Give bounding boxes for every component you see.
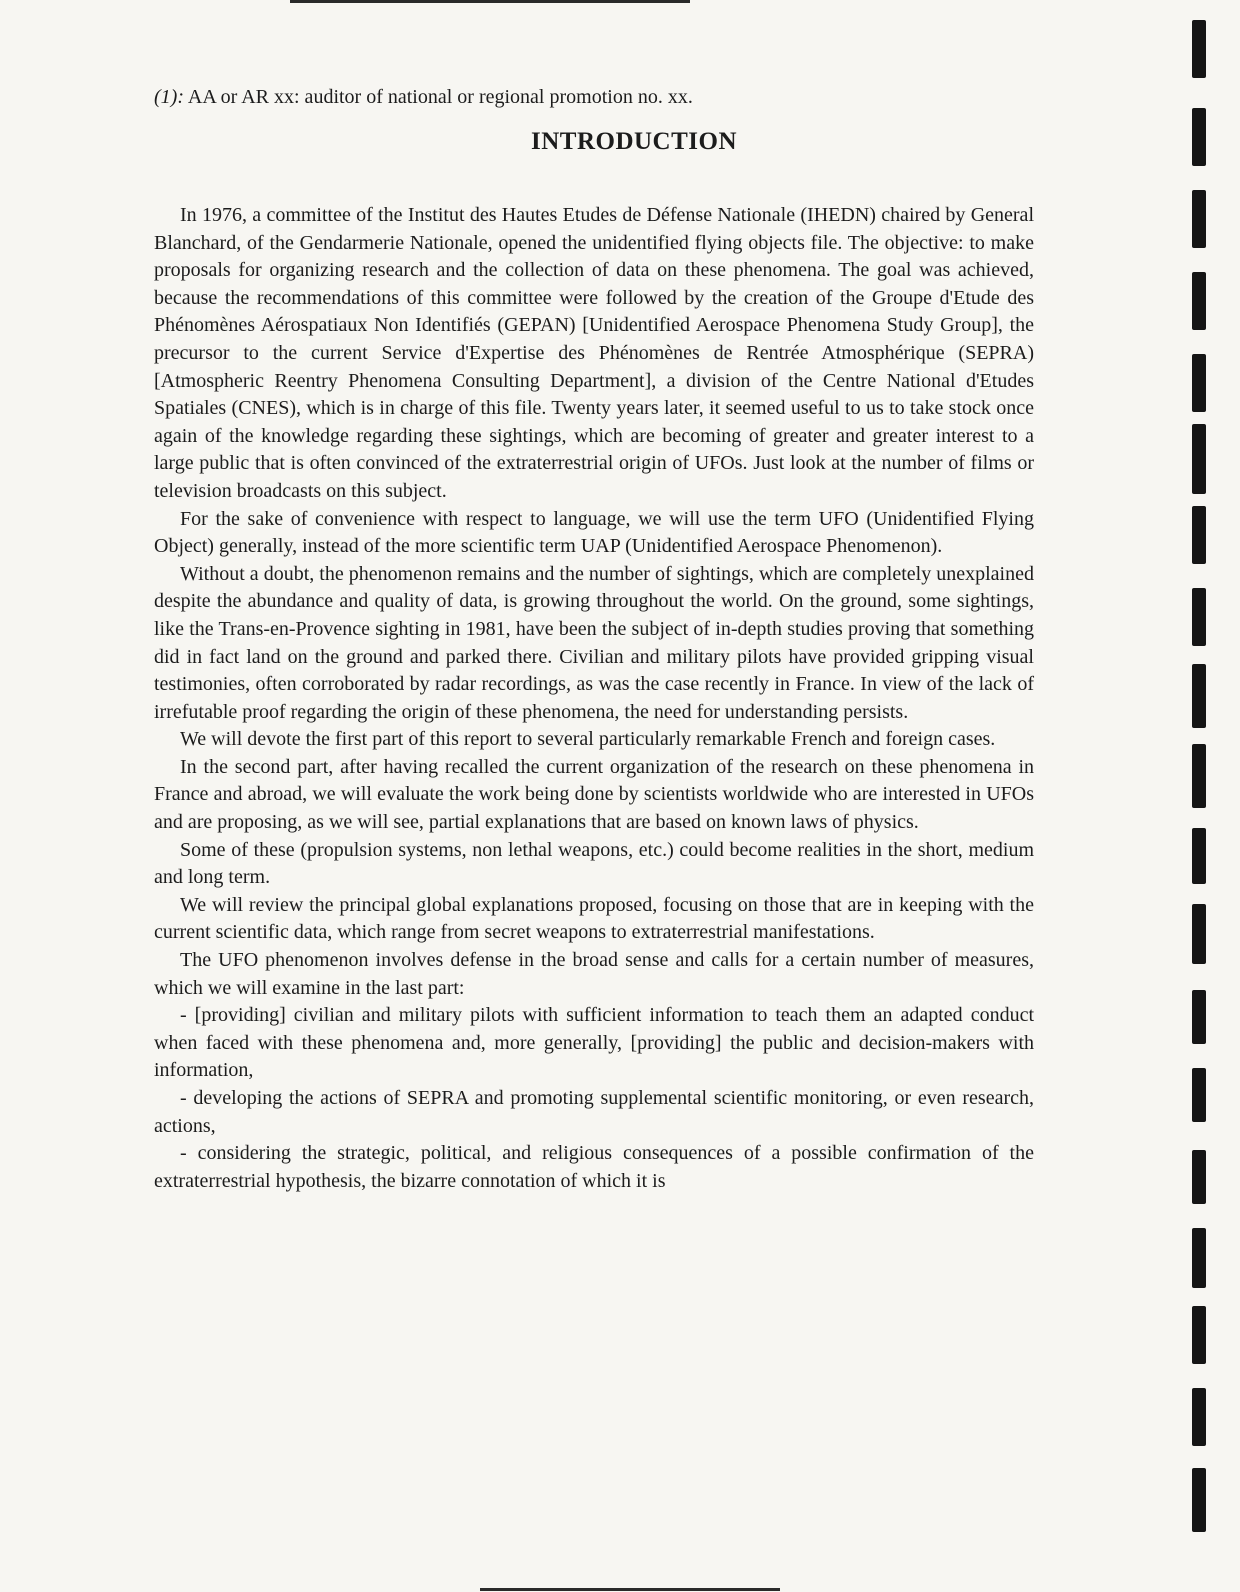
paragraph: Without a doubt, the phenomenon remains and the number of sightings, which are completely unexplained despite the abundance and quality of data, is growing throughout the world. On the ground, some sightings, like the Trans-en-Provence sighting in 1981, have been the subject of in-depth studies proving that something did in fact land on the ground and parked there. Civilian and military pilots have provided gripping visual testimonies, often corroborated by radar recordings, as was the case recently in France. In view of the lack of irrefutable proof regarding the origin of these phenomena, the need for understanding persists. — [154, 562, 1034, 723]
paragraph: Some of these (propulsion systems, non lethal weapons, etc.) could become realities in the short, medium and long term. — [154, 838, 1034, 889]
bottom-edge-rule — [480, 1588, 780, 1591]
binding-hole — [1192, 588, 1206, 646]
paragraph: In the second part, after having recalled the current organization of the research on these phenomena in France and abroad, we will evaluate the work being done by scientists worldwide who are interested in UFOs and are proposing, as we will see, partial explanations that are based on known laws of physics. — [154, 755, 1034, 834]
binding-hole — [1192, 1306, 1206, 1364]
binding-hole — [1192, 1468, 1206, 1532]
document-page — [154, 84, 1034, 1195]
binding-hole — [1192, 1068, 1206, 1122]
binding-hole — [1192, 904, 1206, 964]
binding-hole — [1192, 272, 1206, 330]
binding-hole — [1192, 828, 1206, 884]
binding-hole — [1192, 506, 1206, 564]
section-heading: INTRODUCTION — [530, 128, 738, 155]
binding-hole — [1192, 744, 1206, 808]
binding-hole — [1192, 20, 1206, 78]
paragraph: In 1976, a committee of the Institut des Hautes Etudes de Défense Nationale (IHEDN) chaired by General Blanchard, of the Gendarmerie Nationale, opened the unidentified flying objects file. The objective: to make proposals for organizing research and the collection of data on these phenomena. The goal was achieved, because the recommendations of this committee were followed by the creation of the Groupe d'Etude des Phénomènes Aérospatiaux Non Identifiés (GEPAN) [Unidentified Aerospace Phenomena Study Group], the precursor to the current Service d'Expertise des Phénomènes de Rentrée Atmosphérique (SEPRA) [Atmospheric Reentry Phenomena Consulting Department], a division of the Centre National d'Etudes Spatiales (CNES), which is in charge of this file. Twenty years later, it seemed useful to us to take stock once again of the knowledge regarding these sightings, which are becoming of greater and greater interest to a large public that is often convinced of the extraterrestrial origin of UFOs. Just look at the number of films or television broadcasts on this subject. — [154, 204, 1034, 502]
binding-hole — [1192, 990, 1206, 1044]
binding-holes — [1190, 0, 1226, 1592]
list-item: - [providing] civilian and military pilots with sufficient information to teach them an adapted conduct when faced with these phenomena and, more generally, [providing] the public and decision-makers with information, — [154, 1004, 1034, 1082]
paragraph: For the sake of convenience with respect to language, we will use the term UFO (Unidentified Flying Object) generally, instead of the more scientific term UAP (Unidentified Aerospace Phenomenon). — [154, 507, 1034, 558]
list-item: - considering the strategic, political, and religious consequences of a possible confirmation of the extraterrestrial hypothesis, the bizarre connotation of which it is — [154, 1142, 1034, 1192]
binding-hole — [1192, 108, 1206, 166]
binding-hole — [1192, 190, 1206, 248]
binding-hole — [1192, 664, 1206, 728]
paragraph: The UFO phenomenon involves defense in the broad sense and calls for a certain number of measures, which we will examine in the last part: — [154, 949, 1034, 999]
binding-hole — [1192, 1150, 1206, 1204]
binding-hole — [1192, 1228, 1206, 1288]
list-item: - developing the actions of SEPRA and promoting supplemental scientific monitoring, or even research, actions, — [154, 1087, 1034, 1137]
footnote — [154, 84, 1034, 110]
paragraph: We will review the principal global explanations proposed, focusing on those that are in keeping with the current scientific data, which range from secret weapons to extraterrestrial manifestations. — [154, 893, 1034, 944]
binding-hole — [1192, 424, 1206, 494]
footnote-mark: (1): — [154, 86, 184, 108]
paragraph: We will devote the first part of this report to several particularly remarkable French and foreign cases. — [180, 728, 996, 751]
binding-hole — [1192, 354, 1206, 412]
top-edge-rule — [290, 0, 690, 3]
footnote-text: AA or AR xx: auditor of national or regional promotion no. xx. — [183, 86, 693, 108]
binding-hole — [1192, 1388, 1206, 1446]
